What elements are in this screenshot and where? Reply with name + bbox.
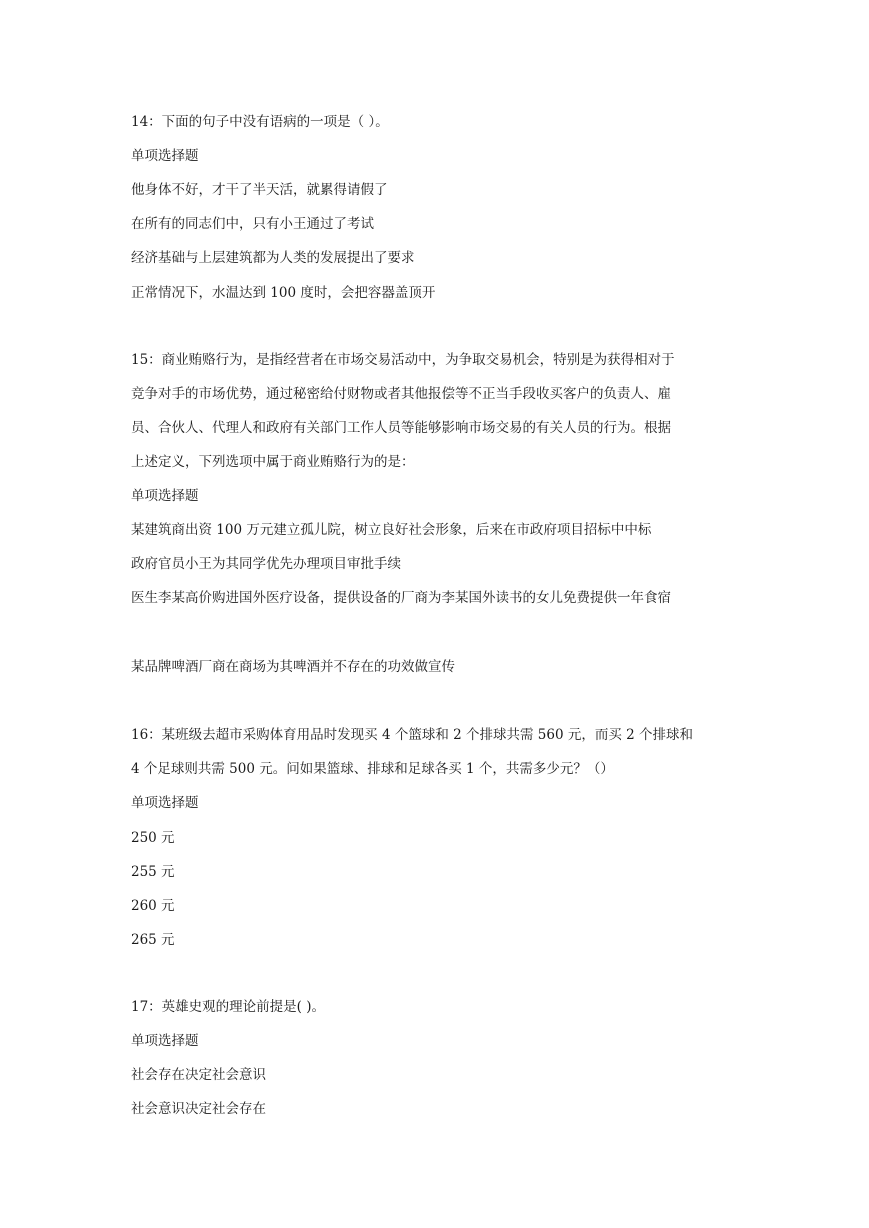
- question-16-stem-line-1: 16：某班级去超市采购体育用品时发现买 4 个篮球和 2 个排球共需 560 元，而买 2 个排球和: [131, 727, 694, 743]
- question-15-option-b: 政府官员小王为其同学优先办理项目审批手续: [131, 556, 401, 572]
- question-15-stem-line-1: 15：商业贿赂行为，是指经营者在市场交易活动中，为争取交易机会，特别是为获得相对于: [131, 352, 675, 368]
- question-14-option-a: 他身体不好，才干了半天活，就累得请假了: [131, 182, 388, 198]
- question-14-option-c: 经济基础与上层建筑都为人类的发展提出了要求: [131, 250, 415, 266]
- question-16-option-a: 250 元: [131, 830, 175, 846]
- question-16-option-d: 265 元: [131, 932, 175, 948]
- question-14-option-b: 在所有的同志们中，只有小王通过了考试: [131, 216, 374, 232]
- question-17-type: 单项选择题: [131, 1033, 199, 1049]
- question-15-option-c: 医生李某高价购进国外医疗设备，提供设备的厂商为李某国外读书的女儿免费提供一年食宿: [131, 590, 671, 606]
- question-14-type: 单项选择题: [131, 148, 199, 164]
- question-15-stem-line-4: 上述定义，下列选项中属于商业贿赂行为的是：: [131, 454, 415, 470]
- question-15-option-a: 某建筑商出资 100 万元建立孤儿院，树立良好社会形象，后来在市政府项目招标中中标: [131, 522, 652, 538]
- question-15-type: 单项选择题: [131, 488, 199, 504]
- question-17-option-a: 社会存在决定社会意识: [131, 1067, 266, 1083]
- question-16-option-c: 260 元: [131, 898, 175, 914]
- question-15-stem-line-3: 员、合伙人、代理人和政府有关部门工作人员等能够影响市场交易的有关人员的行为。根据: [131, 420, 671, 436]
- question-16-option-b: 255 元: [131, 864, 175, 880]
- question-17-option-b: 社会意识决定社会存在: [131, 1101, 266, 1117]
- question-17-stem: 17：英雄史观的理论前提是( )。: [131, 999, 326, 1015]
- question-15-option-d: 某品牌啤酒厂商在商场为其啤酒并不存在的功效做宣传: [131, 659, 455, 675]
- question-16-stem-line-2: 4 个足球则共需 500 元。问如果篮球、排球和足球各买 1 个，共需多少元？（）: [131, 761, 614, 777]
- question-14-stem: 14：下面的句子中没有语病的一项是（ ）。: [131, 114, 389, 130]
- question-14-option-d: 正常情况下，水温达到 100 度时，会把容器盖顶开: [131, 285, 436, 301]
- question-15-stem-line-2: 竞争对手的市场优势，通过秘密给付财物或者其他报偿等不正当手段收买客户的负责人、雇: [131, 386, 671, 402]
- question-16-type: 单项选择题: [131, 795, 199, 811]
